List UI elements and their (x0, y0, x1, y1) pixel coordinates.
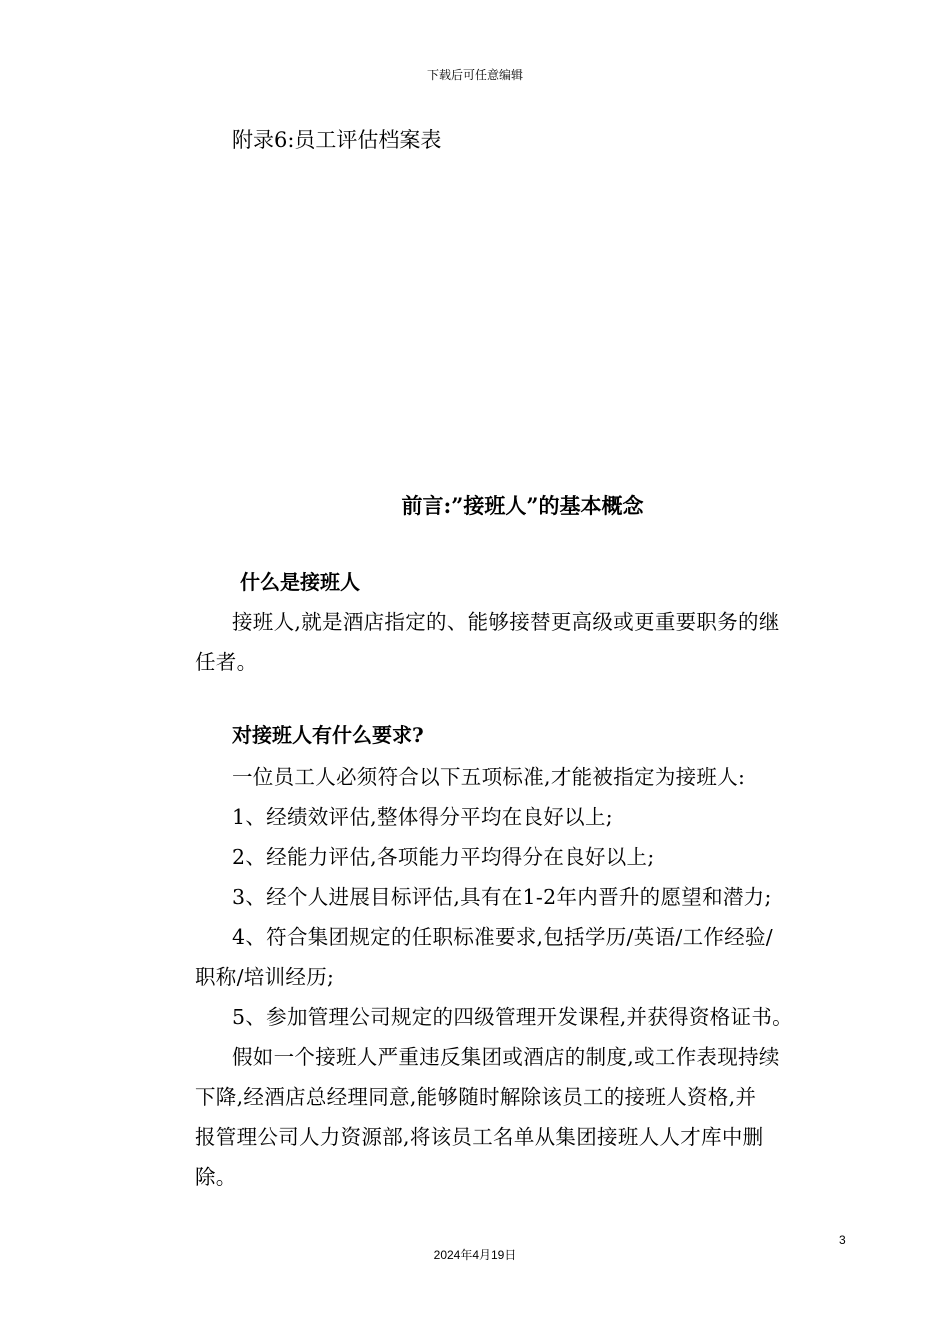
paragraph-line: 接班人,就是酒店指定的、能够接替更高级或更重要职务的继 (232, 610, 780, 634)
preface-title: 前言:”接班人”的基本概念 (401, 493, 644, 518)
footer-date: 2024年4月19日 (433, 1248, 517, 1262)
page-header: 下载后可任意编辑 (426, 68, 523, 82)
list-item: 2、经能力评估,各项能力平均得分在良好以上; (232, 845, 655, 869)
paragraph-line: 一位员工人必须符合以下五项标准,才能被指定为接班人: (232, 765, 746, 789)
appendix-title: 附录6:员工评估档案表 (232, 128, 442, 152)
list-item: 4、符合集团规定的任职标准要求,包括学历/英语/工作经验/ (232, 925, 773, 949)
list-item: 3、经个人进展目标评估,具有在1-2年内晋升的愿望和潜力; (232, 885, 772, 909)
paragraph-line: 除。 (195, 1165, 237, 1189)
paragraph-line: 任者。 (195, 650, 258, 674)
list-item: 1、经绩效评估,整体得分平均在良好以上; (232, 805, 613, 829)
paragraph-line: 报管理公司人力资源部,将该员工名单从集团接班人人才库中删 (195, 1125, 764, 1149)
paragraph-line: 假如一个接班人严重违反集团或酒店的制度,或工作表现持续 (232, 1045, 780, 1069)
paragraph-line: 下降,经酒店总经理同意,能够随时解除该员工的接班人资格,并 (195, 1085, 757, 1109)
list-item-continuation: 职称/培训经历; (195, 965, 335, 989)
page-number: 3 (839, 1233, 846, 1247)
section-heading-requirements: 对接班人有什么要求? (232, 723, 424, 747)
list-item: 5、参加管理公司规定的四级管理开发课程,并获得资格证书。 (232, 1005, 793, 1029)
section-heading-what-is-successor: 什么是接班人 (240, 570, 360, 594)
